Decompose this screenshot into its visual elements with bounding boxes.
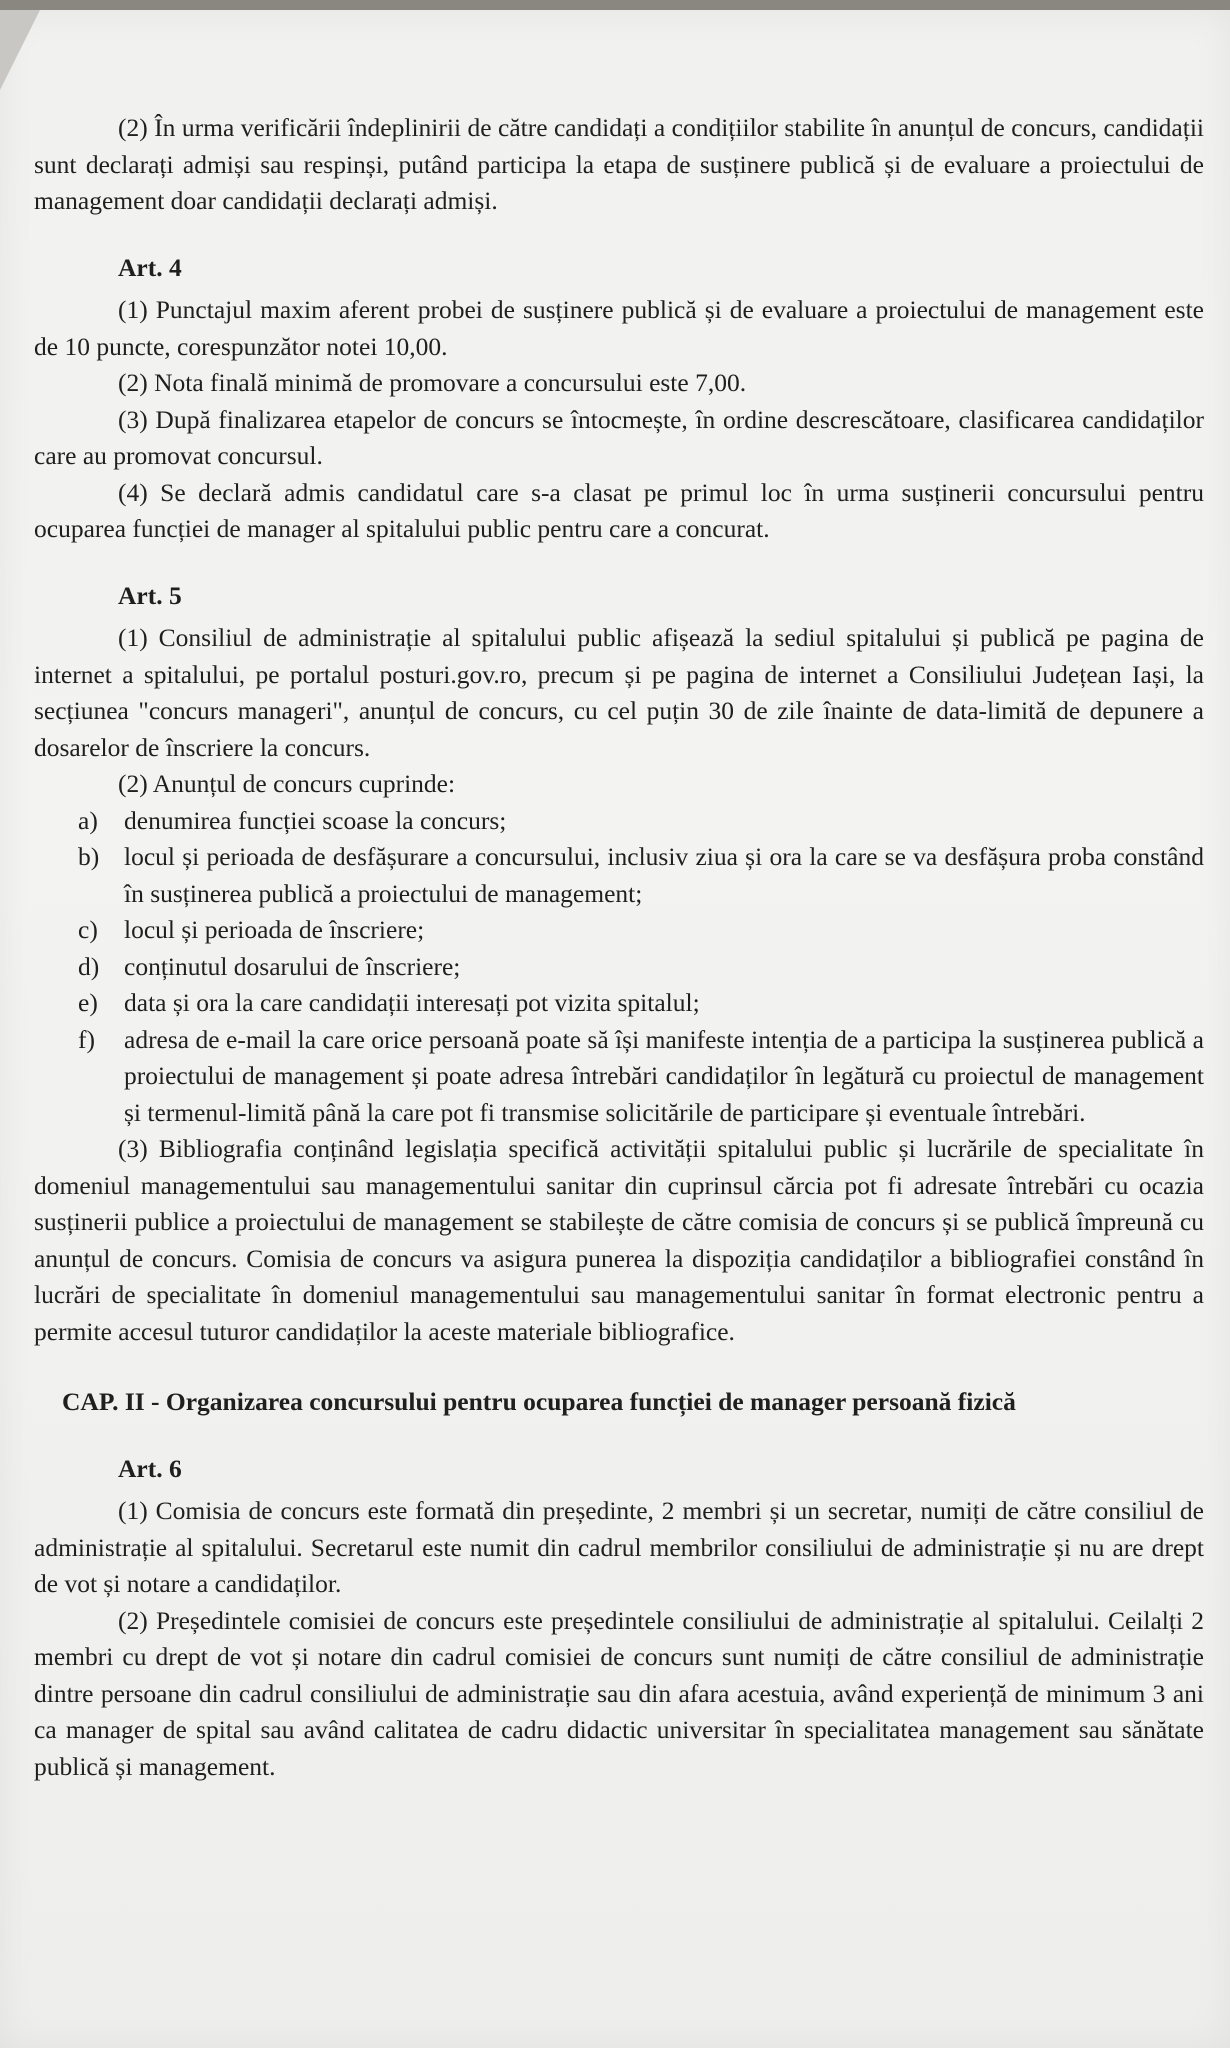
- list-item: [78, 839, 1204, 912]
- list-item-text: adresa de e-mail la care orice persoană poate să își manifeste intenția de a participa la susținerea publică a proiectului de management și poate adresa întrebări candidaților în legătură cu proiectul de management și termenul-limită până la care pot fi transmise solicitările de participare și eventuale întrebări.: [124, 1024, 1204, 1127]
- paragraph: (3) Bibliografia conținând legislația specifică activității spitalului public și lucrările de specialitate în domeniul managementului sau managementului sanitar din cuprinsul cărcia pot fi adresate întrebări cu ocazia susținerii publice a proiectului de management se stabilește de către comisia de concurs și se publică împreună cu anunțul de concurs. Comisia de concurs va asigura punerea la dispoziția candidaților a bibliografiei constând în lucrări de specialitate în domeniul managementului sau managementului sanitar în format electronic pentru a permite accesul tuturor candidaților la aceste materiale bibliografice.: [34, 1134, 1204, 1346]
- paragraph: (3) După finalizarea etapelor de concurs se întocmește, în ordine descrescătoare, clasificarea candidaților care au promovat concursul.: [34, 404, 1204, 470]
- list-item-text: locul și perioada de desfășurare a concursului, inclusiv ziua și ora la care se va desfășura proba constând în susținerea publică a proiectului de management;: [124, 842, 1204, 908]
- paragraph: (2) Președintele comisiei de concurs este președintele consiliului de administrație al spitalului. Ceilalți 2 membri cu drept de vot și notare din cadrul comisiei de concurs sunt numiți de către consiliul de administrație dintre persoane din cadrul consiliului de administrație sau din afara acestuia, având experiență de minimum 3 ani ca manager de spital sau având calitatea de cadru didactic universitar în specialitatea management sau sănătate publică și management.: [34, 1605, 1204, 1781]
- list-item-label: c): [78, 915, 98, 944]
- chapter-heading: CAP. II - Organizarea concursului pentru ocuparea funcției de manager persoană fizică: [62, 1387, 1016, 1416]
- paragraph: (2) Anunțul de concurs cuprinde:: [118, 769, 456, 798]
- page-corner-fold: [0, 10, 40, 90]
- enumerated-list: [78, 803, 1204, 1132]
- list-item: [78, 803, 1204, 840]
- list-item-label: b): [78, 842, 100, 871]
- document-body: [34, 110, 1204, 1785]
- list-item: [78, 1022, 1204, 1132]
- list-item-text: denumirea funcției scoase la concurs;: [124, 805, 507, 835]
- paragraph: (2) Nota finală minimă de promovare a concursului este 7,00.: [118, 368, 747, 397]
- list-item: [78, 912, 1204, 949]
- list-item-label: e): [78, 988, 98, 1017]
- article-heading: Art. 4: [118, 252, 182, 282]
- list-item-text: conținutul dosarului de înscriere;: [124, 951, 461, 981]
- paragraph: (2) În urma verificării îndeplinirii de către candidați a condițiilor stabilite în anunțul de concurs, candidații sunt declarați admiși sau respinși, putând participa la etapa de susținere publică și de evaluare a proiectului de management doar candidații declarați admiși.: [34, 113, 1204, 215]
- article-heading: Art. 5: [118, 580, 182, 610]
- list-item-label: f): [78, 1024, 95, 1054]
- paragraph: (1) Comisia de concurs este formată din președinte, 2 membri și un secretar, numiți de către consiliul de administrație al spitalului. Secretarul este numit din cadrul membrilor consiliului de administrație și nu are drept de vot și notare a candidaților.: [34, 1496, 1204, 1598]
- paragraph: (1) Consiliul de administrație al spitalului public afișează la sediul spitalului și publică pe pagina de internet a spitalului, pe portalul posturi.gov.ro, precum și pe pagina de internet a Consiliului Județean Iași, la secțiunea "concurs manageri", anunțul de concurs, cu cel puțin 30 de zile înainte de data-limită de depunere a dosarelor de înscriere la concurs.: [34, 623, 1204, 762]
- list-item-text: data și ora la care candidații interesați pot vizita spitalul;: [124, 988, 700, 1017]
- paragraph: (4) Se declară admis candidatul care s-a clasat pe primul loc în urma susținerii concursului pentru ocuparea funcției de manager al spitalului public pentru care a concurat.: [34, 477, 1204, 543]
- list-item: [78, 949, 1204, 986]
- paragraph: (1) Punctajul maxim aferent probei de susținere publică și de evaluare a proiectului de management este de 10 puncte, corespunzător notei 10,00.: [34, 295, 1204, 361]
- list-item-label: a): [78, 805, 98, 835]
- list-item-text: locul și perioada de înscriere;: [124, 915, 425, 944]
- list-item-label: d): [78, 951, 100, 981]
- list-item: [78, 985, 1204, 1022]
- article-heading: Art. 6: [118, 1453, 182, 1483]
